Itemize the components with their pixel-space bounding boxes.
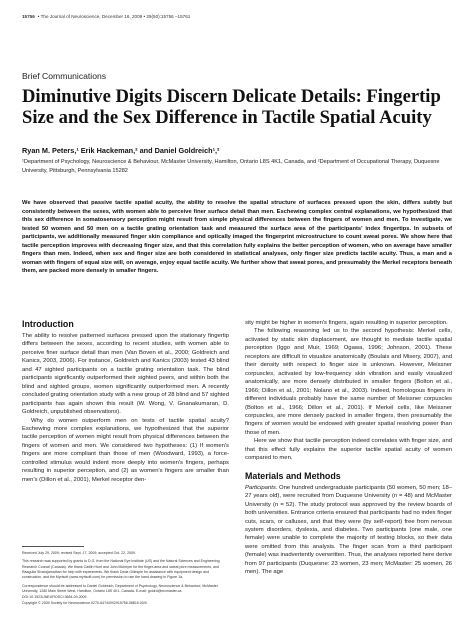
- section-label: Brief Communications: [22, 71, 107, 81]
- introduction-heading: Introduction: [22, 319, 74, 329]
- footnotes: [22, 551, 229, 607]
- intro-paragraph-4: Here we show that tactile perception indeed correlates with finger size, and that this effect fully explains the superior tactile spatial acuity of women compared to men.: [245, 438, 452, 462]
- funding-acknowledgment: This research was supported by grants to D.G. from the National Eye Institute (US) and the Natural Sciences and Engineering Research Council (Canada). We thank Caitlin Hunt and John McIntyre for the finger-area and sweat pore measurements, and Raagulia Sivarajamathan for help with experiments. We thank Deda Gillespie for assistance with equipment design and construction, and the Myrisoft (www.myrisoft.com) for permission to use the hand drawing in Figure 1a.: [22, 559, 220, 580]
- correspondence: Correspondence should be addressed to Daniel Goldreich, Department of Psychology, Neuroscience & Behaviour, McMaster University, 1280 Main Street West, Hamilton, Ontario L8S 4K1, Canada. E-mail: goldrd@mcmaster.ca.: [22, 583, 218, 594]
- abstract: We have observed that passive tactile spatial acuity, the ability to resolve the spatial structure of surfaces pressed upon the skin, differs subtly but consistently between the sexes, with women able to perceive finer surface detail than men. Eschewing complex central explanations, we hypothesized that this sex difference in somatosensory perception might result from simple physical differences between the fingers of women and men. To investigate, we tested 50 women and 50 men on a tactile grating orientation task and measured the surface area of the participants' index fingertips. In subsets of participants, we additionally measured finger skin compliance and optically imaged the fingerprint microstructure to count sweat pores. We show here that tactile perception improves with decreasing finger size, and that this correlation fully explains the better perception of women, who on average have smaller fingers than men. Indeed, when sex and finger size are both considered in statistical analyses, only finger size predicts tactile acuity. Thus, a man and a woman with fingers of equal size will, on average, enjoy equal tactile acuity. We further show that sweat pores, and presumably the Merkel receptors beneath them, are packed more densely in smaller fingers.: [22, 200, 452, 275]
- footnote-divider: [22, 546, 84, 547]
- running-head: [22, 14, 452, 19]
- received-dates: Received July 29, 2009; revised Sept. 17, 2009; accepted Oct. 22, 2009.: [22, 551, 136, 555]
- intro-paragraph-2-continued: sity might be higher in women's fingers, again resulting in superior perception.: [245, 320, 448, 326]
- copyright: Copyright © 2009 Society for Neuroscience 0270-6474/09/2915756-06$15.00/0: [22, 601, 147, 606]
- intro-paragraph-1: The ability to resolve patterned surfaces pressed upon the stationary fingertip differs between the sexes, according to recent studies, with women able to perceive finer surface detail than men (Van Boven et al., 2000; Goldreich and Kanics, 2003, 2006). For instance, Goldreich and Kanics (2003) tested 43 blind and 47 sighted participants on a tactile grating orientation task. The blind participants significantly outperformed their sighted peers, and within both the blind and sighted groups, women significantly outperformed men. A recently concluded grating orientation study with a new group of 28 blind and 57 sighted participants has again shown this result (W. Wong, V. Gnanakumaran, D. Goldreich, unpublished observations).: [22, 333, 229, 416]
- intro-paragraph-2: Why do women outperform men on tests of tactile spatial acuity? Eschewing more complex explanations, we hypothesized that the superior tactile perception of women might result from physical differences between the fingers of women and men. We considered two hypotheses: (1) If women's fingers are more compliant than those of men (Woodward, 1993), a force-controlled stimulus would indent more deeply into women's fingers, perhaps resulting in superior perception, and (2) as women's fingers are smaller than men's (Dillon et al., 2001), Merkel receptor den-: [22, 417, 229, 483]
- affiliations: ¹Department of Psychology, Neuroscience & Behaviour, McMaster University, Hamilton, Ontario L8S 4K1, Canada, and ²Department of Occupational Therapy, Duquesne University, Pittsburgh, Pennsylvania 15282: [22, 159, 440, 174]
- methods-heading: Materials and Methods: [245, 470, 341, 481]
- intro-paragraph-3: The following reasoning led us to the second hypothesis: Merkel cells, activated by static skin displacement, are thought to mediate tactile spatial perception (Iggo and Muir, 1969; Ogawa, 1996; Johnson, 2001). These receptors are difficult to visualize anatomically (Boulais and Misery, 2007), and their density with respect to finger size is unknown. However, Meissner corpuscles, activated by low-frequency skin vibration and easily visualized anatomically, are more densely distributed in smaller fingers (Bolton et al., 1966; Dillon et al., 2001; Nolano et al., 2003). Indeed, homologous fingers in different individuals probably have the same number of Meissner corpuscles (Bolton et al., 1966; Dillon et al., 2001). If Merkel cells, like Meissner corpuscles, are more densely packed in smaller fingers, then presumably the fingers of women would be endowed with greater spatial resolving power than those of men.: [245, 328, 452, 436]
- author-list: Ryan M. Peters,¹ Erik Hackeman,² and Daniel Goldreich¹,²: [22, 146, 220, 155]
- article-title: Diminutive Digits Discern Delicate Details: Fingertip Size and the Sex Difference in Tactile Spatial Acuity: [22, 86, 441, 128]
- participants-text: One hundred undergraduate participants (50 women, 50 men; 18–27 years old), were recruited from Duquesne University (n = 48) and McMaster University (n = 52). The study protocol was approved by the review boards of both universities. Entrance criteria ensured that participants had no index finger cuts, scars, or calluses, and that they were (by self-report) free from nervous system disorders, dyslexia, and diabetes. Two participants (one male, one female) were unable to complete the majority of testing blocks, so their data were omitted from this analysis. The finger scan from a third participant (female) was inadvertently overwritten. Thus, the analyses reported here derive from 97 participants (Duquesne: 23 women, 23 men; McMaster: 25 women, 26 men). The age: [245, 484, 452, 576]
- participants-subheading: Participants.: [245, 484, 278, 491]
- right-column: [245, 319, 452, 577]
- page-number: 15756: [22, 14, 35, 19]
- left-column: [22, 319, 229, 484]
- methods-paragraph-1: [245, 484, 452, 577]
- doi: DOI:10.1523/JNEUROSCI.3684-09.2009: [22, 595, 87, 600]
- journal-info: • The Journal of Neuroscience, December 16, 2009 • 29(50):15756 –15761: [37, 14, 191, 19]
